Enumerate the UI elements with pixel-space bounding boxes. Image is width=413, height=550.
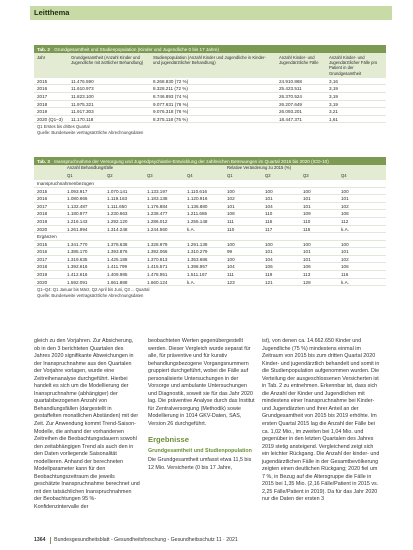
table-cell: 11.170.118 [71,116,94,122]
column-header: Anzahl Kinder- und Jugendärztliche Fälle [279,55,319,66]
table-cell: 113 [303,271,311,277]
table-cell: 25.423.511 [279,86,302,92]
table-cell: 100 [341,188,349,194]
table-cell: 1.310.279 [187,249,208,255]
table-cell: 108 [227,211,235,217]
table-title: Inanspruchnahme der Versorgung und Jugendpsychiatrie-Entwicklung der zahlreichen Betreuungen im Quartal 2015 bis 2020 (ICD-10) [54,158,329,164]
table-cell: 99 [227,249,233,255]
table-row [34,188,386,196]
table-cell: 104 [227,264,235,270]
subsection-heading: Grundgesamtheit und Studienpopulation [148,447,252,454]
section-heading: Ergebnisse [148,434,189,444]
table-cell: 26.207.649 [279,101,302,107]
table-cell: 116 [341,271,349,277]
table-cell: 3,16 [329,78,338,84]
table-cell: 102 [227,196,235,202]
table-cell: 26.370.524 [279,94,302,99]
table-cell: 109 [303,211,311,217]
table-row [34,108,386,116]
page-footer [34,536,384,544]
column-header: Anzahl Kinder- und Jugendärztlicher Fälle pro Patient in der Grundgesamtheit [329,55,378,76]
table-row [34,279,386,287]
table-cell: 112 [341,218,349,224]
column-header: Q2 [265,173,271,178]
table-cell: 2019 [37,271,48,277]
table-cell: 2017 [37,203,48,209]
table-cell: 1.244.560 [147,226,168,232]
table-cell: 11.823.100 [71,94,94,99]
table-super-header [34,165,386,171]
table-cell: 1.080.666 [67,196,88,202]
table-cell: 2020 [37,279,48,285]
table-row [34,195,386,203]
table-cell: 2018 [37,211,48,217]
table-cell: 1.411.799 [107,264,128,270]
column-header: Q3 [303,173,309,178]
table-cell: 9.077.631 (76 %) [153,101,189,107]
table-cell: 101 [341,196,349,202]
table-cell: 1.660.124 [147,279,168,285]
table-section-title: Inanspruchnahmenbezogen [34,180,386,187]
table-cell: 1.370.813 [147,256,168,262]
table-cell: 110 [303,218,311,224]
table-cell: 2015 [37,241,48,247]
table-cell: 2020 (Q1–3) [37,116,63,122]
table-cell: 2018 [37,264,48,270]
table-cell: 1.412.616 [67,271,88,277]
table-row [34,226,386,234]
footnote: Q1 Erstes bis drittes Quartal [37,124,90,130]
column-header: Studienpopulation (Anzahl Kinder und Jugendliche in Kinder- und jugendärztlicher Behandlung) [153,55,266,66]
table-cell: 100 [265,188,273,194]
section-header-bar [30,6,392,20]
table-cell: 26.093.201 [279,109,302,115]
table-cell: 2018 [37,101,48,107]
paragraph: beobachteten Werten gegenübergestellt werden. Dieser Vergleich wurde separat für alle, für präventive und für kurativ behandlungsbezogene Vorgangsnummern gruppiert durchgeführt, wobei die Fälle auf personalisierte Untersuchungen in der Vorsorge und ambulante Untersuchungen und Diagnostik, soweit sie für das Jahr 2020 lag. Die präventive Analyse durch das Institut für Zentralversorgung (Methodik) sowie Modellierung in 1014 GKV-Daten, SAS, Version 26 durchgeführt. [148,338,255,428]
table-cell: 1.425.188 [107,256,128,262]
column-header: Q1 [227,173,233,178]
table-row [34,101,386,109]
paragraph: gleich zu den Vorjahren. Zur Absicherung, ob in den 3 berichteten Quartalen des Jahres 2020 signifikante Abweichungen in der Inanspruchnahme aus den Quartalen der Vorjahre vorlagen, wurde eine Zeitreihenanalyse durchgeführt. Hierbei handelt es sich um die Modellierung der Inanspruchnahme (abhängiger) der quartalsbezogenen Anzahl von Behandlungsfällen (dargestellt in gestaffelten monatlichen Abständen) mit der Zeit. Zur Anwendung kommt Trend-Saison-Modelle, die anhand der vorhandenen Zeitreihen die Beobachtungsdauern sowohl den zeitabhängigen Trend als auch den in den Daten vorliegende Saisonalität modellieren. Anhand der berechneten Modellparameter kann für den Beobachtungszeitraum die jeweils geschätzte Inanspruchnahme berechnet und mit den tatsächlichen Inanspruchnahmen der Beobachtungen 95 %-Konfidenzintervalle der [34,338,140,511]
table-cell: 1,61 [329,116,338,122]
table-cell: 1.238.477 [147,211,168,217]
table-cell: 110 [227,226,235,232]
column-header: Q3 [147,173,153,178]
table-cell: 121 [265,279,273,285]
table-cell: 104 [265,256,273,262]
table-header-row [34,53,386,78]
body-column-1 [34,338,140,512]
column-header: Q4 [187,173,193,178]
table-cell: 1.093.917 [67,188,88,194]
table-row [34,256,386,264]
table-cell: 1.353.686 [187,256,208,262]
table-cell: 24.910.868 [279,78,302,84]
page-number: 1364 [34,537,46,543]
table-cell: 119 [265,271,273,277]
table-cell: 101 [303,196,311,202]
table-cell: 1.511.167 [187,271,208,277]
table-cell: 1.230.663 [107,211,128,217]
table-cell: 2016 [37,86,48,92]
table-cell: 110 [265,211,273,217]
table-cell: 1.211.685 [187,211,208,217]
table-row [34,93,386,101]
table-cell: 1.119.163 [107,196,128,202]
table-row [34,116,386,124]
table-cell: 3,19 [329,86,338,92]
footnote: Q1–Q4: Q1 Januar bis März, Q2 April bis Juni, Q3 ... Quartal [37,287,150,293]
table-cell: 108 [341,211,349,217]
table-footnotes [34,286,386,298]
table-cell: 8.746.893 (74 %) [153,94,189,99]
table-cell: 1.409.985 [107,271,128,277]
table-cell: 8.328.211 (72 %) [153,86,188,92]
table-cell: 18.447.371 [279,116,302,122]
table-cell: 1.319.635 [67,256,88,262]
table-cell: 102 [341,203,349,209]
table-cell: 1.255.148 [187,218,208,224]
table-cell: 100 [227,241,235,247]
section-label: Leitthema [34,8,70,17]
body-column-2 [148,338,256,472]
table-cell: 100 [341,241,349,247]
paragraph: Die Grundgesamtheit umfasst etwa 11,5 bis 12 Mio. Versicherte (0 bis 17 Jahre, [148,457,252,471]
table-cell: 1.328.979 [147,241,168,247]
table-row [34,271,386,279]
table-cell: 2020 [37,226,48,232]
table-cell: 1.661.888 [107,279,128,285]
table-cell: 1.314.248 [107,226,128,232]
table-cell: 11.476.590 [71,78,94,84]
table-cell: 2017 [37,256,48,262]
table-cell: 1.261.994 [67,226,88,232]
table-behandlungsfaelle [34,157,386,298]
table-cell: 1.291.138 [187,241,208,247]
table-cell: 1.341.770 [67,241,88,247]
table-cell: 3,19 [329,94,338,99]
table-cell: k.A. [341,279,349,285]
table-cell: 100 [265,241,273,247]
table-cell: 102 [341,256,349,262]
table-cell: 106 [341,264,349,270]
table-cell: 8.268.830 (72 %) [153,78,189,84]
table-cell: 1.180.977 [67,211,88,217]
table-row [34,263,386,271]
table-row [34,210,386,218]
table-cell: 11.610.973 [71,86,94,92]
table-cell: 1.398.957 [187,264,208,270]
table-cell: 1.292.120 [107,218,128,224]
table-cell: 1.392.066 [147,249,168,255]
table-cell: 2015 [37,188,48,194]
table-footnotes [34,123,386,135]
table-cell: 117 [265,226,273,232]
table-row [34,203,386,211]
table-caption [34,157,386,165]
table-number: Tab. 2 [37,46,50,52]
super-header-right: Relative Veränderung zu 2015 (%) [227,165,292,170]
table-cell: 1.286.012 [147,218,168,224]
table-cell: 1.132.487 [67,203,88,209]
table-cell: 100 [227,188,235,194]
column-header: Grundgesamtheit (Anzahl Kinder und Jugendliche mit ärztlicher Behandlung) [71,55,144,66]
table-cell: 2016 [37,196,48,202]
table-cell: 1.378.638 [107,241,128,247]
table-cell: 11.975.321 [71,101,94,107]
table-row [34,248,386,256]
table-body [34,180,386,286]
table-title: Grundgesamtheit und Studienpopulation (Kinder und Jugendliche 0 bis 17 Jahre) [54,46,219,52]
table-cell: 111 [227,218,234,224]
table-cell: 100 [303,188,311,194]
table-cell: 106 [303,264,311,270]
table-cell: 1.385.170 [67,249,88,255]
table-cell: 1.183.138 [147,196,168,202]
table-cell: 3,19 [329,101,338,107]
table-cell: 1.133.197 [147,188,168,194]
table-cell: 115 [303,226,311,232]
table-cell: 1.478.951 [147,271,168,277]
table-cell: 1.393.876 [107,249,128,255]
table-cell: 8.375.118 (75 %) [153,116,188,122]
column-header: Q4 [341,173,347,178]
table-cell: k.A. [341,226,349,232]
table-cell: 3,21 [329,109,338,115]
table-cell: 115 [265,218,273,224]
table-cell: 1.216.143 [67,218,88,224]
journal-name: Bundesgesundheitsblatt - Gesundheitsforschung - Gesundheitsschutz 11 · 2021 [54,537,238,543]
table-cell: 2016 [37,249,48,255]
table-cell: 101 [265,249,273,255]
table-cell: 1.392.616 [67,264,88,270]
table-cell: 101 [303,249,311,255]
super-header-left: Anzahl Behandlungsfälle [67,165,114,170]
table-section-title: Ergänzen [34,233,386,240]
table-cell: 101 [227,203,235,209]
table-cell: 128 [303,279,311,285]
table-row [34,241,386,249]
paragraph: ist), von denen ca. 14.662.650 Kinder und Jugendliche (75 %) mindestens einmal im Zeitraum von 2015 bis zum dritten Quartal 2020 Kinder- und jugendärztlich behandelt und somit in die Studienpopulation aufgenommen wurden. Die Verteilung der ausgeschlossenen Versicherten ist in Tab. 2 zu entnehmen. Erkennbar ist, dass sich die Anzahl der Kinder und Jugendlichen mit mindestens einer Inanspruchnahme bei Kinder- und Jugendärzten und ihrer Anteil an der Grundgesamtheit von 2015 bis 2019 erhöhte. Im ersten Quartal 2015 lag die Anzahl der Fälle bei ca. 1,02 Mio., im zweiten bei 1,04 Mio. und gegenüber in den letzten Quartalen des Jahres 2019 stetig ansteigend. Vergleichend zeigt sich ein leichter Rückgang. Die Anzahl der kinder- und jugendärztlichen Fälle in der Gesamtbevölkerung zeigten einen deutlichen Rückgang; 2020 fiel um 7 %, in Bezug auf die Altersgruppe die Fälle in 2015 bei 1,35 Mio. (2,16 Fälle/Patient in 2015 vs. 2,25 Fälle/Patient in 2019). Da für das Jahr 2020 nur die Daten der ersten 3 [262,338,380,503]
table-grundgesamtheit [34,45,386,136]
table-body [34,78,386,124]
table-cell: 1.120.916 [187,196,208,202]
table-cell: 100 [227,256,235,262]
table-cell: 111 [227,271,234,277]
table-cell: 1.136.880 [187,203,208,209]
table-cell: 101 [303,256,311,262]
table-cell: k.A. [187,226,195,232]
table-cell: 2019 [37,109,48,115]
table-caption [34,45,386,53]
column-header: Q2 [107,173,113,178]
table-cell: 1.070.141 [107,188,128,194]
footnote: Quelle: Bundesweite vertragsärztliche Abrechnungsdaten [37,129,144,135]
footnote: Quelle: Bundesweite vertragsärztliche Abrechnungsdaten [37,292,144,298]
table-cell: 1.176.884 [147,203,168,209]
table-cell: 1.415.571 [147,264,168,270]
table-cell: 2019 [37,218,48,224]
table-cell: 1.111.650 [107,203,127,209]
table-cell: 2017 [37,94,48,99]
table-cell: 101 [265,196,273,202]
body-column-3 [262,338,380,504]
table-header-row [34,171,386,180]
table-cell: 106 [265,264,273,270]
table-cell: k.A. [187,279,195,285]
table-row [34,85,386,93]
column-header: Q1 [67,173,73,178]
column-header: Jahr [37,55,46,60]
table-cell: 101 [341,249,349,255]
table-cell: 11.917.303 [71,109,94,115]
table-cell: 123 [227,279,235,285]
table-row [34,78,386,86]
table-row [34,218,386,226]
table-cell: 101 [303,203,311,209]
table-number: Tab. 3 [37,158,50,164]
table-cell: 100 [303,241,311,247]
table-cell: 1.110.616 [187,188,208,194]
table-cell: 2015 [37,78,48,84]
table-cell: 9.076.318 (76 %) [153,109,189,115]
table-cell: 1.592.091 [67,279,88,285]
footer-separator [50,537,51,544]
table-cell: 104 [265,203,273,209]
